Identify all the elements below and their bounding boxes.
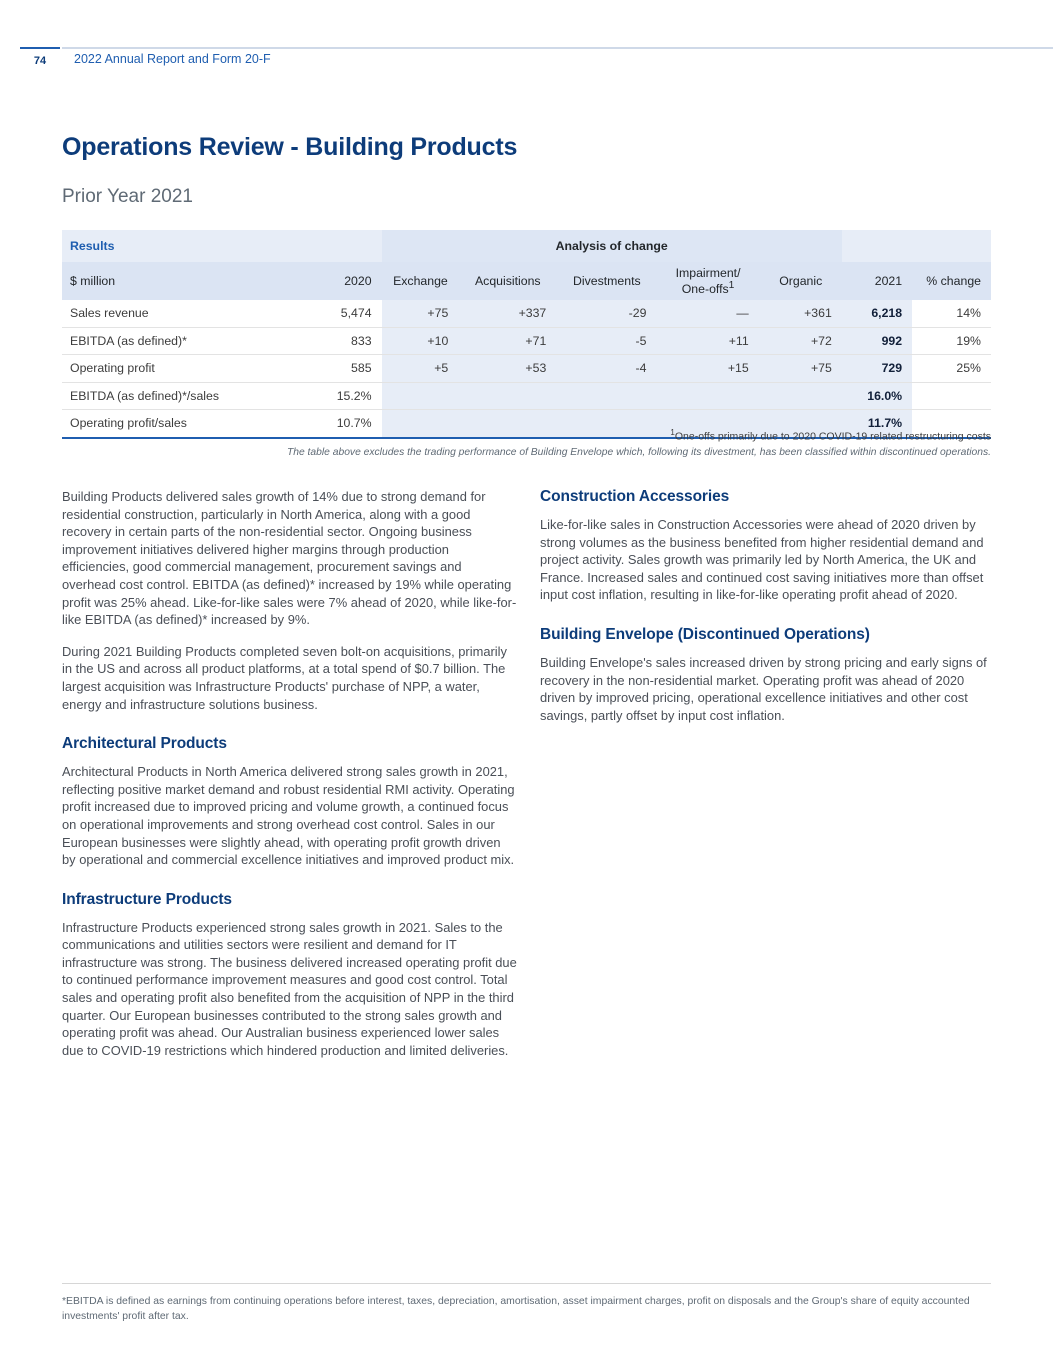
cell-2020: 15.2% (307, 382, 382, 410)
cell-organic: +361 (759, 300, 842, 327)
cell-exchange (382, 382, 459, 410)
paragraph-construction-accessories: Like-for-like sales in Construction Accessories were ahead of 2020 driven by strong volumes as the business benefited from higher residential demand and project activity. Sales growth was primarily led by North America, the UK and France. Increased sales and continued cost saving initiatives more than offset input cost inflation, resulting in like-for-like operating profit ahead of 2020. (540, 517, 984, 603)
cell-acquisitions: +53 (458, 355, 556, 383)
footnote-text: One-offs primarily due to 2020 COVID-19 related restructuring costs (674, 430, 991, 443)
spacer-cell-3 (912, 230, 991, 262)
cell-acquisitions (458, 382, 556, 410)
page-header (0, 47, 1053, 71)
analysis-of-change-label: Analysis of change (382, 230, 842, 262)
cell-pct-change (912, 382, 991, 410)
heading-infrastructure-products: Infrastructure Products (62, 890, 232, 908)
paragraph-infrastructure-products: Infrastructure Products experienced strong sales growth in 2021. Sales to the communications and utilities sectors were resilient and demand for IT infrastructure was strong. The business delivered increased operating profit due to continued performance improvement measures and good cost control. Total sales and operating profit also benefited from the acquisition of NPP in the third quarter. Our European businesses contributed to the strong sales growth and operating profit was ahead. Our Australian business experienced lower sales due to COVID-19 restrictions which hindered production and limited deliveries. (62, 919, 517, 1058)
heading-architectural-products: Architectural Products (62, 735, 227, 753)
row-label: Operating profit/sales (62, 410, 307, 438)
spacer-cell-2 (842, 230, 912, 262)
cell-organic (759, 382, 842, 410)
right-text-column (540, 488, 992, 738)
cell-2020: 10.7% (307, 410, 382, 438)
paragraph-building-envelope: Building Envelope's sales increased driven by strong pricing and early signs of recovery in the non-residential market. Operating profit was ahead of 2020 driven by improved pricing, operational excellence initiatives and other cost savings, partly offset by input cost inflation. (540, 654, 987, 723)
financial-table-wrapper (62, 230, 991, 439)
column-header-exchange: Exchange (382, 262, 459, 300)
cell-divestments: -29 (556, 300, 656, 327)
column-header-pct-change: % change (912, 262, 991, 300)
cell-divestments: -4 (556, 355, 656, 383)
financial-table (62, 230, 991, 439)
heading-construction-accessories: Construction Accessories (540, 488, 730, 505)
cell-pct-change: 14% (912, 300, 991, 327)
cell-impairment: — (656, 300, 758, 327)
column-header-divestments: Divestments (556, 262, 656, 300)
cell-2021: 729 (842, 355, 912, 383)
column-header-impairment-line1: Impairment/ (675, 265, 741, 280)
column-header-acquisitions: Acquisitions (458, 262, 556, 300)
column-header-2020: 2020 (307, 262, 382, 300)
cell-2020: 585 (307, 355, 382, 383)
results-label: Results (62, 230, 307, 262)
cell-impairment (656, 382, 758, 410)
cell-2021: 11.7% (842, 410, 912, 438)
cell-exchange: +75 (382, 300, 459, 327)
spacer-cell (307, 230, 382, 262)
row-label: Sales revenue (62, 300, 307, 327)
column-header-impairment-line2: One-offs (681, 282, 729, 297)
footer-note: *EBITDA is defined as earnings from continuing operations before interest, taxes, depreciation, amortisation, asset impairment charges, profit on disposals and the Group's share of equity accounted investments' profit after tax. (62, 1296, 970, 1322)
footer-divider (62, 1283, 991, 1284)
cell-impairment: +11 (656, 327, 758, 355)
table-row (62, 382, 991, 410)
paragraph-overview-2: During 2021 Building Products completed seven bolt-on acquisitions, primarily in the US and across all product platforms, at a total spend of $0.7 billion. The largest acquisition was Infrastructure Products' purchase of NPP, a water, energy and infrastructure solutions business. (62, 643, 507, 712)
footnote-marker-1: 1 (728, 279, 735, 291)
column-header-2021: 2021 (842, 262, 912, 300)
table-row (62, 327, 991, 355)
table-footnote-1 (62, 428, 991, 443)
cell-2021: 16.0% (842, 382, 912, 410)
cell-2020: 5,474 (307, 300, 382, 327)
cell-organic: +72 (759, 327, 842, 355)
cell-pct-change: 19% (912, 327, 991, 355)
table-column-header-row (62, 262, 991, 300)
table-footnote-2: The table above excludes the trading performance of Building Envelope which, following its divestment, has been classified within discontinued operations. (286, 447, 991, 458)
cell-divestments: -5 (556, 327, 656, 355)
row-label: EBITDA (as defined)*/sales (62, 382, 307, 410)
paragraph-overview-1: Building Products delivered sales growth of 14% due to strong demand for residential construction, particularly in North America, along with a good recovery in certain parts of the non-residential sector. Ongoing business improvement initiatives delivered higher margins through production efficiencies, good commercial management, procurement savings and overhead cost control. EBITDA (as defined)* increased by 19% while operating profit was 25% ahead. Like-for-like sales were 7% ahead of 2020, while like-for-like EBITDA (as defined)* increased by 9%. (62, 489, 517, 628)
page-subtitle: Prior Year 2021 (62, 186, 193, 207)
page-number: 74 (33, 55, 47, 67)
row-label: Operating profit (62, 355, 307, 383)
table-row (62, 300, 991, 327)
heading-building-envelope: Building Envelope (Discontinued Operations) (540, 625, 870, 643)
cell-pct-change: 25% (912, 355, 991, 383)
table-row (62, 355, 991, 383)
page-title: Operations Review - Building Products (62, 133, 518, 161)
cell-exchange: +10 (382, 327, 459, 355)
column-header-unit: $ million (62, 262, 307, 300)
cell-2021: 6,218 (842, 300, 912, 327)
row-label: EBITDA (as defined)* (62, 327, 307, 355)
cell-impairment: +15 (656, 355, 758, 383)
header-title: 2022 Annual Report and Form 20-F (74, 52, 271, 66)
column-header-organic: Organic (759, 262, 842, 300)
cell-2020: 833 (307, 327, 382, 355)
paragraph-architectural-products: Architectural Products in North America delivered strong sales growth in 2021, reflecting positive market demand and robust residential RMI activity. Operating profit increased due to improved pricing and volume growth, a continued focus on operational improvements and strong overhead cost control. Sales in our European businesses were slightly ahead, with operating profit growth driven by operational and commercial excellence initiatives and improved product mix. (62, 764, 515, 868)
cell-exchange: +5 (382, 355, 459, 383)
cell-organic: +75 (759, 355, 842, 383)
left-text-column (62, 488, 517, 1073)
cell-2021: 992 (842, 327, 912, 355)
column-header-impairment (656, 262, 758, 300)
table-group-header-row (62, 230, 991, 262)
page-number-box (20, 47, 60, 73)
cell-acquisitions: +337 (458, 300, 556, 327)
footnote-number: 1 (670, 428, 675, 437)
cell-divestments (556, 382, 656, 410)
cell-acquisitions: +71 (458, 327, 556, 355)
